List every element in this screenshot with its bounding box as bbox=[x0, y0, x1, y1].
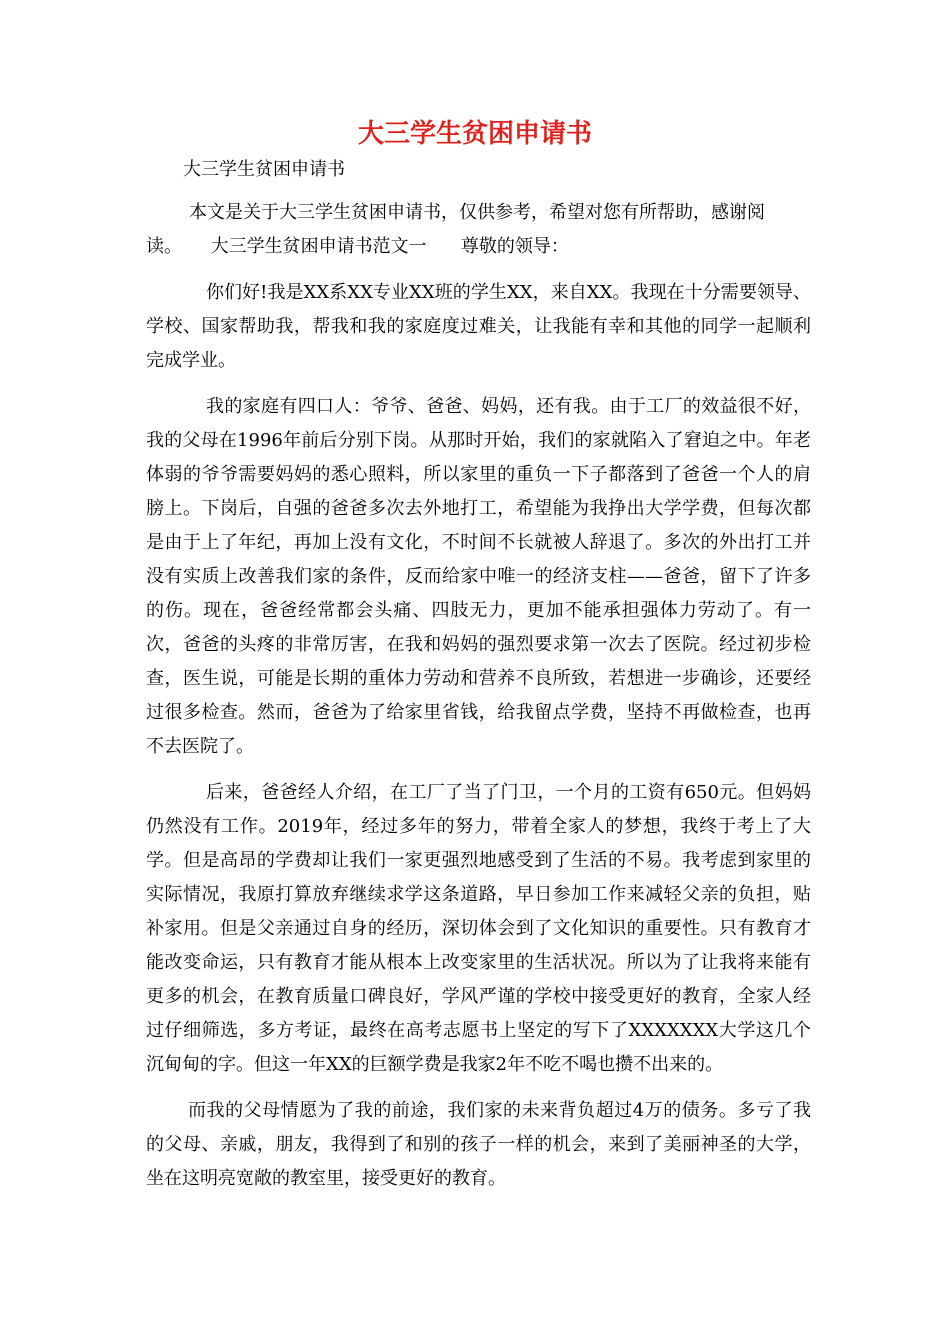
intro-line: 本文是关于大三学生贫困申请书，仅供参考，希望对您有所帮助，感谢阅 bbox=[189, 202, 765, 223]
body-paragraph: 你们好!我是XX系XX专业XX班的学生XX，来自XX。我现在十分需要领导、学校、国家帮助我，帮我和我的家庭度过难关，让我能有幸和其他的同学一起顺利完成学业。 bbox=[146, 282, 811, 371]
body-paragraph: 后来，爸爸经人介绍，在工厂了当了门卫，一个月的工资有650元。但妈妈仍然没有工作。2019年，经过多年的努力，带着全家人的梦想，我终于考上了大学。但是高昂的学费却让我们一家更强烈地感受到了生活的不易。我考虑到家里的实际情况，我原打算放弃继续求学这条道路，早日参加工作来减轻父亲的负担，贴补家用。但是父亲通过自身的经历，深切体会到了文化知识的重要性。只有教育才能改变命运，只有教育才能从根本上改变家里的生活状况。所以为了让我将来能有更多的机会，在教育质量口碑良好，学风严谨的学校中接受更好的教育，全家人经过仔细筛选，多方考证，最终在高考志愿书上坚定的写下了XXXXXXX大学这几个沉甸甸的字。但这一年XX的巨额学费是我家2年不吃不喝也攒不出来的。 bbox=[146, 782, 811, 1075]
intro-line: 读。 大三学生贫困申请书范文一 尊敬的领导： bbox=[146, 236, 569, 257]
body-paragraph: 我的家庭有四口人：爷爷、爸爸、妈妈，还有我。由于工厂的效益很不好，我的父母在1996年前后分别下岗。从那时开始，我们的家就陷入了窘迫之中。年老体弱的爷爷需要妈妈的悉心照料，所以家里的重负一下子都落到了爸爸一个人的肩膀上。下岗后，自强的爸爸多次去外地打工，希望能为我挣出大学学费，但每次都是由于上了年纪，再加上没有文化，不时间不长就被人辞退了。多次的外出打工并没有实质上改善我们家的条件，反而给家中唯一的经济支柱——爸爸，留下了许多的伤。现在，爸爸经常都会头痛、四肢无力，更加不能承担强体力劳动了。有一次，爸爸的头疼的非常厉害，在我和妈妈的强烈要求第一次去了医院。经过初步检查，医生说，可能是长期的重体力劳动和营养不良所致，若想进一步确诊，还要经过很多检查。然而，爸爸为了给家里省钱，给我留点学费，坚持不再做检查，也再不去医院了。 bbox=[146, 396, 811, 757]
document-body bbox=[146, 196, 811, 1208]
document-subtitle: 大三学生贫困申请书 bbox=[183, 159, 345, 180]
document-title: 大三学生贫困申请书 bbox=[357, 119, 592, 149]
body-paragraph: 而我的父母情愿为了我的前途，我们家的未来背负超过4万的债务。多亏了我的父母、亲戚，朋友，我得到了和别的孩子一样的机会，来到了美丽神圣的大学，坐在这明亮宽敞的教室里，接受更好的教育。 bbox=[146, 1100, 811, 1189]
intro-paragraph bbox=[146, 196, 811, 264]
